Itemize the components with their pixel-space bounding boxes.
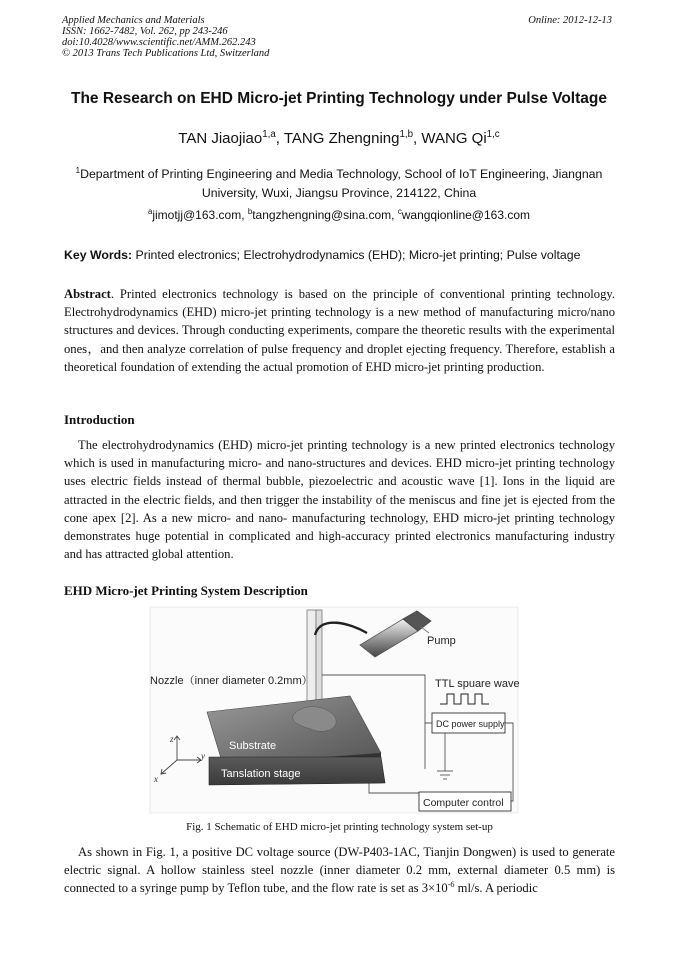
author-sup: 1,b bbox=[399, 129, 414, 140]
issn-line: ISSN: 1662-7482, Vol. 262, pp 243-246 bbox=[62, 26, 228, 37]
author-name: TAN Jiaojiao bbox=[178, 130, 263, 147]
axis-x-label: x bbox=[154, 774, 158, 784]
author-sup: 1,a bbox=[262, 129, 276, 140]
affiliation-sup: 1 bbox=[75, 165, 81, 175]
body-text-part1: As shown in Fig. 1, a positive DC voltage source (DW-P403-1AC, Tianjin Dongwen) is used to generate electric signal. A hollow stainless steel nozzle (inner diameter 0.2 mm, external diameter 0.5 mm) is connected to a syringe pump by Teflon tube, and the flow rate is set as 3×10 bbox=[64, 845, 615, 896]
paper-title: The Research on EHD Micro-jet Printing Technology under Pulse Voltage bbox=[71, 90, 607, 107]
doi-line: doi:10.4028/www.scientific.net/AMM.262.243 bbox=[62, 37, 256, 48]
email-link[interactable]: tangzhengning@sina.com bbox=[252, 208, 392, 222]
stage-label: Tanslation stage bbox=[221, 768, 301, 780]
section-heading-system: EHD Micro-jet Printing System Description bbox=[64, 583, 308, 598]
nozzle-label: Nozzle（inner diameter 0.2mm） bbox=[150, 675, 313, 687]
dc-power-label: DC power supply bbox=[436, 719, 505, 729]
abstract-text: . Printed electronics technology is based on the principle of conventional printing technology. Electrohydrodynamics (EHD) micro-jet printing technology is a new method of manufacturing micro/nano structures and devices. Through conducting experiments, compare the theoretic results with the experimental ones，and then analyze correlation of pulse frequency and droplet ejecting frequency. Therefore, establish a theoretical foundation of extending the actual promotion of EHD micro-jet printing production. bbox=[64, 287, 615, 374]
pump-label: Pump bbox=[427, 635, 456, 647]
figure-caption: Fig. 1 Schematic of EHD micro-jet printing technology system set-up bbox=[186, 821, 493, 833]
email-link[interactable]: jimotjj@163.com bbox=[152, 208, 242, 222]
email-sup: b bbox=[247, 207, 253, 216]
abstract bbox=[64, 285, 615, 376]
email-sup: c bbox=[397, 207, 402, 216]
figure-schematic bbox=[145, 605, 525, 817]
body-text-exponent: -6 bbox=[447, 880, 455, 890]
author-sup: 1,c bbox=[486, 129, 500, 140]
ttl-label: TTL spuare wave bbox=[435, 678, 520, 690]
section-heading-introduction: Introduction bbox=[64, 412, 135, 427]
computer-control-label: Computer control bbox=[423, 797, 504, 809]
email-list: $^a$jimotjj@163.com, $^b$tangzhengning@sina.com, $^c$wangqionline@163.com bbox=[147, 207, 530, 222]
running-header bbox=[62, 15, 269, 59]
affiliation-text: Department of Printing Engineering and Media Technology, School of IoT Engineering, Jiangnan University, Wuxi, Jiangsu Province, 214122, China bbox=[80, 167, 603, 200]
copyright-line: © 2013 Trans Tech Publications Ltd, Switzerland bbox=[62, 48, 270, 59]
body-text bbox=[64, 843, 615, 898]
author-list: TAN Jiaojiao$^{1,a}$, TANG Zhengning$^{1,b}$, WANG Qi$^{1,c}$ bbox=[178, 129, 500, 147]
keywords-label: Key Words: bbox=[64, 248, 133, 262]
email-sup: a bbox=[147, 207, 153, 216]
author-name: WANG Qi bbox=[421, 130, 487, 147]
axis-y-label: y bbox=[201, 751, 205, 761]
email-link[interactable]: wangqionline@163.com bbox=[401, 208, 530, 222]
affiliation bbox=[64, 165, 614, 203]
abstract-label: Abstract bbox=[64, 287, 111, 301]
introduction-text: The electrohydrodynamics (EHD) micro-jet printing technology is a new printed electronics technology which is used in manufacturing micro- and nano-structures and devices. EHD micro-jet printing technology uses electric fields instead of thermal bubble, piezoelectric and acoustic wave [1]. Ions in the liquid are attracted in the electric fields, and then trigger the instability of the meniscus and fine jet is ejected from the cone apex [2]. As a new micro- and nano- manufacturing technology, EHD micro-jet printing technology demonstrates huge potential in complicated and high-accuracy printed electronics manufacturing industry and has attracted global attention. bbox=[64, 438, 615, 562]
body-text-part2: ml/s. A periodic bbox=[454, 881, 538, 896]
substrate-label: Substrate bbox=[229, 740, 277, 752]
keywords bbox=[64, 248, 624, 262]
online-date: Online: 2012-12-13 bbox=[528, 15, 612, 26]
axis-z-label: z bbox=[170, 734, 174, 744]
journal-name: Applied Mechanics and Materials bbox=[62, 15, 205, 26]
author-name: TANG Zhengning bbox=[283, 130, 400, 147]
keywords-text: Printed electronics; Electrohydrodynamics (EHD); Micro-jet printing; Pulse voltage bbox=[135, 248, 581, 262]
